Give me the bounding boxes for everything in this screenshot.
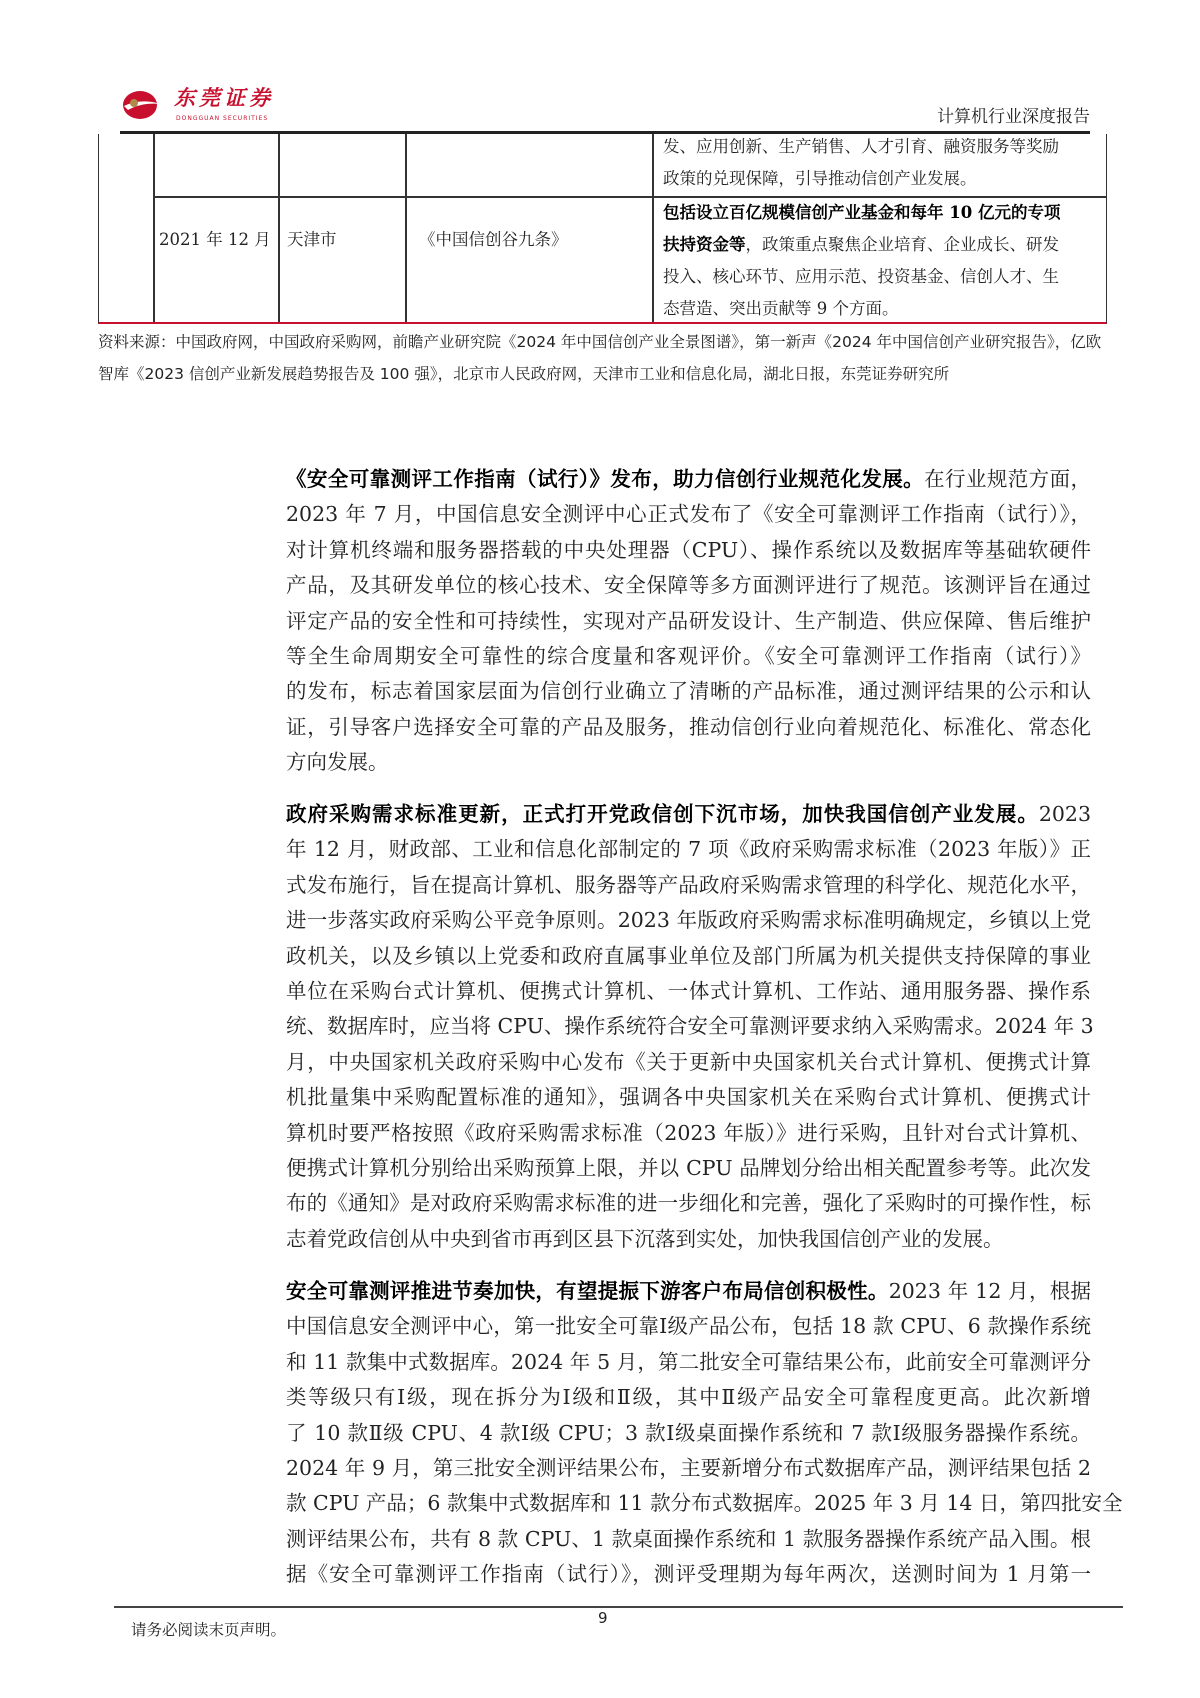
paragraph (286, 462, 1091, 781)
cell-region: 天津市 (287, 230, 337, 249)
paragraph-line: 布的《通知》是对政府采购需求标准的进一步细化和完善，强化了采购时的可操作性，标 (286, 1191, 1091, 1216)
paragraph-line: 了 10 款Ⅱ级 CPU、4 款Ⅰ级 CPU；3 款Ⅰ级桌面操作系统和 7 款Ⅰ级服务器操作系统。 (286, 1420, 1091, 1445)
paragraph-line: 单位在采购台式计算机、便携式计算机、一体式计算机、工作站、通用服务器、操作系 (286, 978, 1091, 1003)
paragraph-line: 政机关，以及乡镇以上党委和政府直属事业单位及部门所属为机关提供支持保障的事业 (286, 943, 1091, 968)
cell-content-line: 政策的兑现保障，引导推动信创产业发展。 (663, 169, 977, 188)
paragraph-lead: 政府采购需求标准更新，正式打开党政信创下沉市场，加快我国信创产业发展。 (286, 802, 1039, 826)
cell-content (663, 197, 1103, 325)
cell-content-line: 投入、核心环节、应用示范、投资基金、信创人才、生 (663, 267, 1059, 286)
logo-text-cn: 东莞证券 (174, 85, 274, 110)
cell-content-line: ，政策重点聚焦企业培育、企业成长、研发 (745, 235, 1059, 254)
company-logo (122, 86, 322, 126)
paragraph-line: 和 11 款集中式数据库。2024 年 5 月，第二批安全可靠结果公布，此前安全可靠测评分 (286, 1349, 1091, 1374)
cell-content-bold: 扶持资金等 (663, 235, 746, 254)
cell-content-line: 发、应用创新、生产销售、人才引育、融资服务等奖励 (663, 137, 1059, 156)
paragraph-line: 志着党政信创从中央到省市再到区县下沉落到实处，加快我国信创产业的发展。 (286, 1226, 1004, 1251)
paragraph-line: 类等级只有Ⅰ级，现在拆分为Ⅰ级和Ⅱ级，其中Ⅱ级产品安全可靠程度更高。此次新增 (286, 1385, 1091, 1410)
paragraph-line (286, 797, 1091, 832)
disclaimer-note: 请务必阅读末页声明。 (131, 1621, 287, 1639)
logo-mark-icon (122, 90, 162, 120)
paragraph-line: 据《安全可靠测评工作指南（试行）》，测评受理期为每年两次，送测时间为 1 月第一 (286, 1562, 1091, 1587)
paragraph-line: 式发布施行，旨在提高计算机、服务器等产品政府采购需求管理的科学化、规范化水平， (286, 872, 1091, 897)
logo-text-en: DONGGUAN SECURITIES (176, 115, 269, 122)
policy-table (98, 134, 1107, 324)
paragraph-line: 产品，及其研发单位的核心技术、安全保障等多方面测评进行了规范。该测评旨在通过 (286, 573, 1091, 598)
paragraph-line: 便携式计算机分别给出采购预算上限，并以 CPU 品牌划分给出相关配置参考等。此次发 (286, 1155, 1091, 1180)
paragraph (286, 797, 1094, 1257)
cell-content-line: 态营造、突出贡献等 9 个方面。 (663, 299, 899, 318)
paragraph-line: 年 12 月，财政部、工业和信息化部制定的 7 项《政府采购需求标准（2023 年版）》正 (286, 837, 1091, 862)
cell-policy: 《中国信创谷九条》 (419, 230, 568, 249)
paragraph-line: 证，引导客户选择安全可靠的产品及服务，推动信创行业向着规范化、标准化、常态化 (286, 714, 1091, 739)
table-column-divider (278, 134, 280, 322)
cell-content-bold: 包括设立百亿规模信创产业基金和每年 10 亿元的专项 (663, 203, 1061, 222)
paragraph-line: 统、数据库时，应当将 CPU、操作系统符合安全可靠测评要求纳入采购需求。2024 年 3 (286, 1014, 1094, 1039)
paragraph-line (286, 462, 1091, 497)
paragraph-line: 的发布，标志着国家层面为信创行业确立了清晰的产品标准，通过测评结果的公示和认 (286, 679, 1091, 704)
report-type: 计算机行业深度报告 (937, 107, 1090, 127)
paragraph-lead: 《安全可靠测评工作指南（试行）》发布，助力信创行业规范化发展。 (286, 467, 925, 491)
table-column-divider (153, 134, 155, 322)
table-source-note: 资料来源：中国政府网，中国政府采购网，前瞻产业研究院《2024 年中国信创产业全景图谱》，第一新声《2024 年中国信创产业研究报告》，亿欧智库《2023 信创产业新发展趋势报告及 100 强》，北京市人民政府网，天津市工业和信息化局，湖北日报，东莞证券研究所 (98, 333, 1102, 383)
paragraph-line: 进一步落实政府采购公平竞争原则。2023 年版政府采购需求标准明确规定，乡镇以上党 (286, 908, 1091, 933)
paragraph-line: 机批量集中采购配置标准的通知》，强调各中央国家机关在采购台式计算机、便携式计 (286, 1085, 1091, 1110)
table-column-divider (405, 134, 407, 322)
table-row (663, 131, 1103, 195)
paragraph-line: 方向发展。 (286, 750, 389, 775)
paragraph-line: 评定产品的安全性和可持续性，实现对产品研发设计、生产制造、供应保障、售后维护 (286, 608, 1091, 633)
cell-date: 2021 年 12 月 (159, 230, 271, 249)
footer-divider (114, 1606, 1123, 1608)
paragraph-line (286, 1274, 1091, 1309)
paragraph-line: 月，中央国家机关政府采购中心发布《关于更新中央国家机关台式计算机、便携式计算 (286, 1049, 1091, 1074)
paragraph-line: 算机时要严格按照《政府采购需求标准（2023 年版）》进行采购，且针对台式计算机、 (286, 1120, 1091, 1145)
paragraph-text: 2023 (1038, 802, 1091, 826)
paragraph-line: 2023 年 7 月，中国信息安全测评中心正式发布了《安全可靠测评工作指南（试行）》， (286, 502, 1091, 527)
paragraph-line: 测评结果公布，共有 8 款 CPU、1 款桌面操作系统和 1 款服务器操作系统产品入围。根 (286, 1526, 1091, 1551)
paragraph-line: 2024 年 9 月，第三批安全测评结果公布，主要新增分布式数据库产品，测评结果包括 2 (286, 1455, 1091, 1480)
paragraph-text: 2023 年 12 月，根据 (888, 1279, 1092, 1303)
paragraph (286, 1274, 1123, 1593)
paragraph-line: 中国信息安全测评中心，第一批安全可靠Ⅰ级产品公布，包括 18 款 CPU、6 款操作系统 (286, 1314, 1091, 1339)
page-number: 9 (598, 1609, 608, 1627)
paragraph-line: 等全生命周期安全可靠性的综合度量和客观评价。《安全可靠测评工作指南（试行）》 (286, 643, 1091, 668)
paragraph-text: 在行业规范方面， (924, 467, 1092, 491)
paragraph-line: 对计算机终端和服务器搭载的中央处理器（CPU）、操作系统以及数据库等基础软硬件 (286, 537, 1091, 562)
paragraph-lead: 安全可靠测评推进节奏加快，有望提振下游客户布局信创积极性。 (286, 1279, 889, 1303)
paragraph-line: 款 CPU 产品；6 款集中式数据库和 11 款分布式数据库。2025 年 3 月 14 日，第四批安全 (286, 1491, 1123, 1516)
table-column-divider (652, 134, 654, 322)
